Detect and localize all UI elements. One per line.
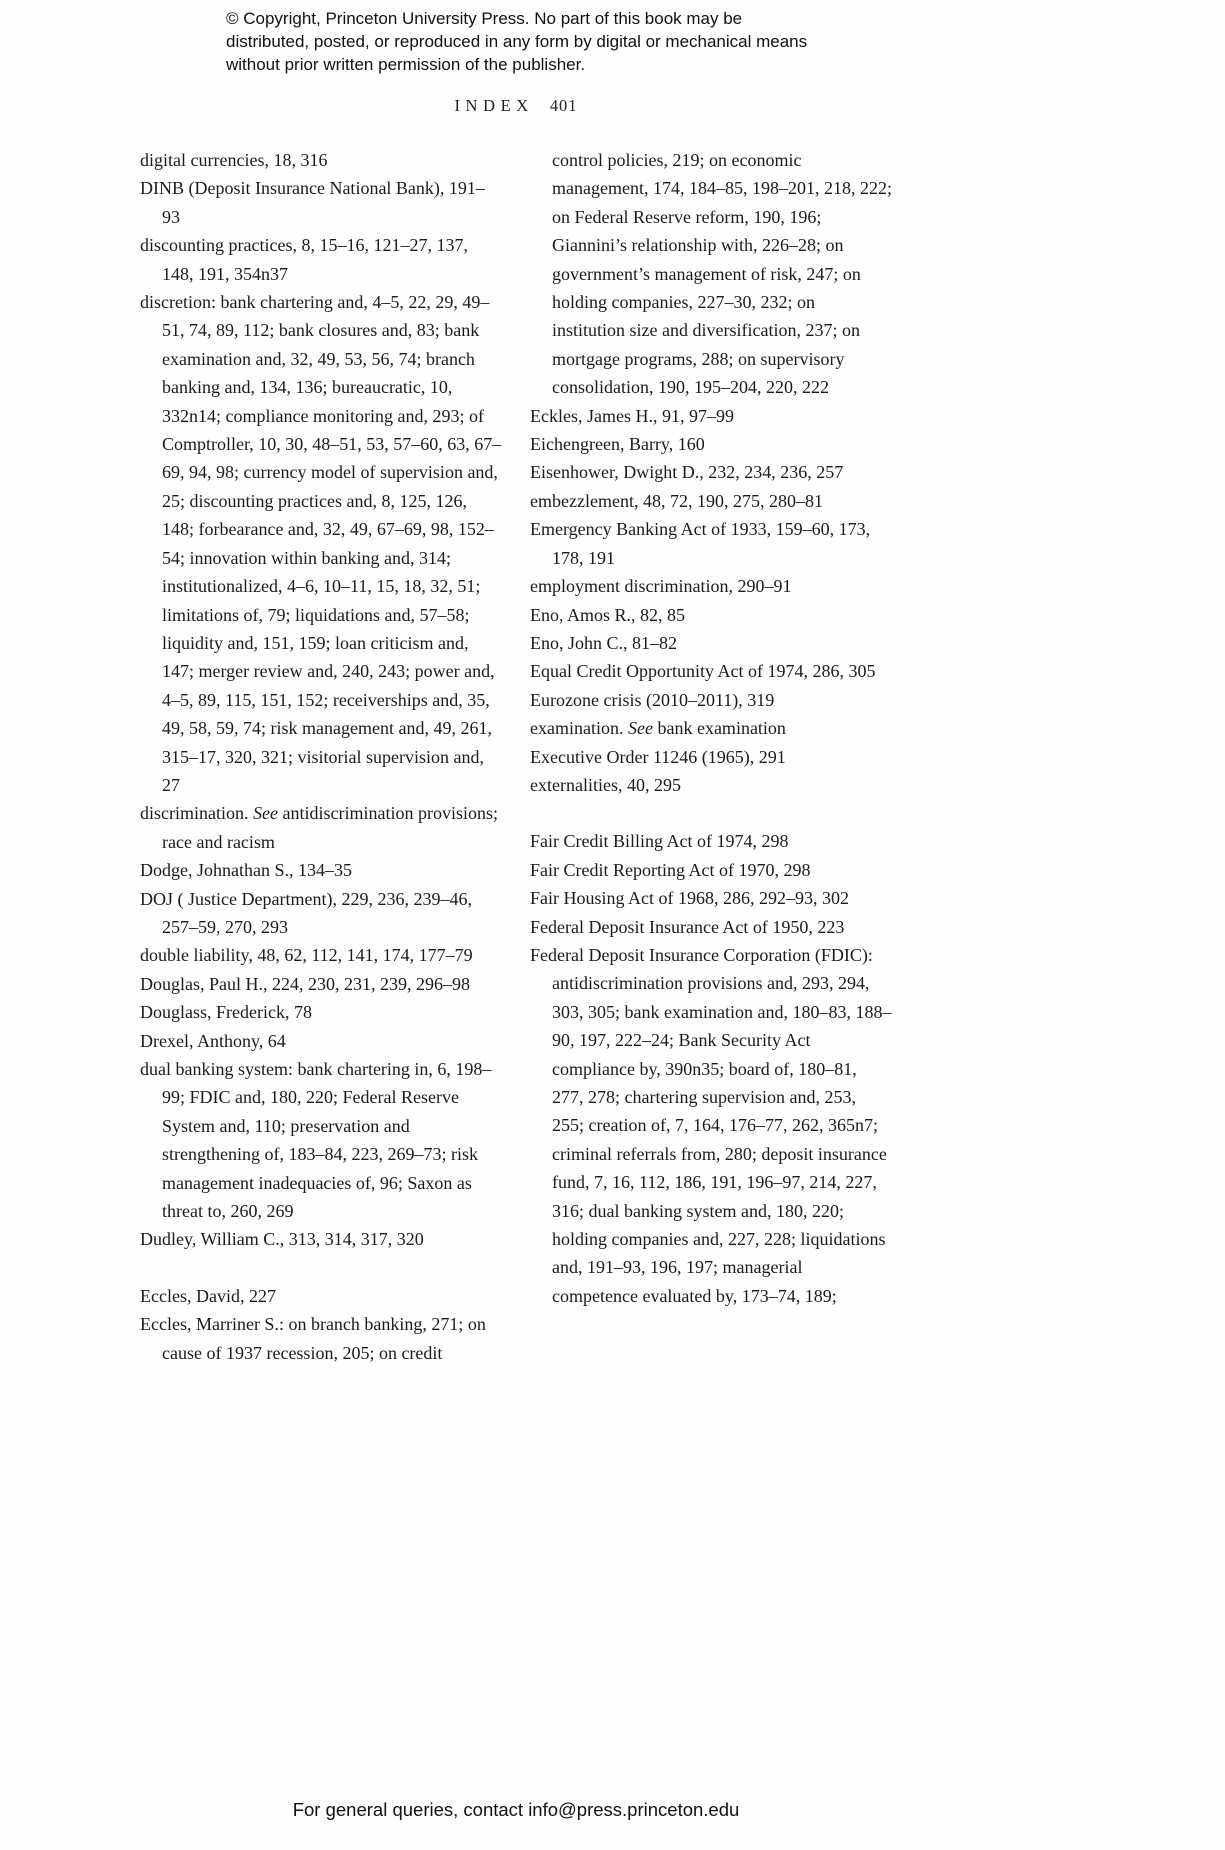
index-entry: digital currencies, 18, 316 (140, 150, 328, 170)
index-entry: Fair Credit Billing Act of 1974, 298 (530, 831, 789, 852)
index-entry: Federal Deposit Insurance Corporation (FDIC): antidiscrimination provisions and, 293, 294, 303, 305; bank examination and, 180–83, 188–90, 197, 222–24; Bank Security Act compliance by, 390n35; board of, 180–81, 277, 278; chartering supervision and, 253, 255; creation of, 7, 164, 176–77, 262, 365n7; criminal referrals from, 280; deposit insurance fund, 7, 16, 112, 186, 191, 196–97, 214, 227, 316; dual banking system and, 180, 220; holding companies and, 227, 228; liquidations and, 191–93, 196, 197; managerial competence evaluated by, 173–74, 189; (530, 944, 892, 1306)
left-column (140, 146, 502, 1367)
index-entry: DINB (Deposit Insurance National Bank), 191–93 (140, 178, 485, 227)
index-entry: Eisenhower, Dwight D., 232, 234, 236, 257 (530, 462, 844, 483)
index-header (140, 96, 892, 116)
index-entry: Douglass, Frederick, 78 (140, 1002, 312, 1023)
index-entry: Eno, Amos R., 82, 85 (530, 604, 686, 625)
index-entry: Eccles, Marriner S.: on branch banking, 271; on cause of 1937 recession, 205; on credit (140, 1314, 486, 1363)
index-entry: Dudley, William C., 313, 314, 317, 320 (140, 1229, 424, 1250)
entry-gap (140, 1254, 502, 1282)
index-entry: Dodge, Johnathan S., 134–35 (140, 860, 352, 881)
index-entry: Fair Housing Act of 1968, 286, 292–93, 302 (530, 888, 849, 909)
index-entry: discrimination. See antidiscrimination provisions; race and racism (140, 803, 498, 852)
index-entry: Fair Credit Reporting Act of 1970, 298 (530, 859, 811, 880)
index-entry: DOJ ( Justice Department), 229, 236, 239–46, 257–59, 270, 293 (140, 888, 472, 937)
index-entry: externalities, 40, 295 (530, 774, 681, 795)
copyright-notice: © Copyright, Princeton University Press. No part of this book may be distributed, posted, or reproduced in any form by digital or mechanical means without prior written permission of the publisher. (226, 9, 808, 74)
index-title: INDEX (454, 96, 534, 115)
page-number: 401 (549, 96, 578, 115)
index-entry: Emergency Banking Act of 1933, 159–60, 173, 178, 191 (530, 519, 871, 568)
index-entry: Douglas, Paul H., 224, 230, 231, 239, 296–98 (140, 973, 470, 994)
index-entry: dual banking system: bank chartering in, 6, 198–99; FDIC and, 180, 220; Federal Reserve System and, 110; preservation and strengthening of, 183–84, 223, 269–73; risk management inadequacies of, 96; Saxon as threat to, 260, 269 (140, 1059, 492, 1222)
index-entry: Executive Order 11246 (1965), 291 (530, 746, 786, 767)
index-entry: Eccles, David, 227 (140, 1285, 276, 1306)
index-entry: examination. See bank examination (530, 718, 786, 739)
index-entry: Eckles, James H., 91, 97–99 (530, 405, 734, 426)
index-entry: Eno, John C., 81–82 (530, 632, 678, 653)
index-entry: Drexel, Anthony, 64 (140, 1030, 286, 1051)
index-entry: discretion: bank chartering and, 4–5, 22, 29, 49–51, 74, 89, 112; bank closures and, 83; bank examination and, 32, 49, 53, 56, 74; branch banking and, 134, 136; bureaucratic, 10, 332n14; compliance monitoring and, 293; of Comptroller, 10, 30, 48–51, 53, 57–60, 63, 67–69, 94, 98; currency model of supervision and, 25; discounting practices and, 8, 125, 126, 148; forbearance and, 32, 49, 67–69, 98, 152–54; innovation within banking and, 314; institutionalized, 4–6, 10–11, 15, 18, 32, 51; limitations of, 79; liquidations and, 57–58; liquidity and, 151, 159; loan criticism and, 147; merger review and, 240, 243; power and, 4–5, 89, 115, 151, 152; receiverships and, 35, 49, 58, 59, 74; risk management and, 49, 261, 315–17, 320, 321; visitorial supervision and, 27 (140, 292, 502, 795)
index-entry: discounting practices, 8, 15–16, 121–27, 137, 148, 191, 354n37 (140, 235, 468, 284)
index-entry: employment discrimination, 290–91 (530, 576, 792, 597)
index-entry: Equal Credit Opportunity Act of 1974, 286, 305 (530, 661, 876, 682)
index-entry: control policies, 219; on economic management, 174, 184–85, 198–201, 218, 222; on Federal Reserve reform, 190, 196; Giannini’s relationship with, 226–28; on government’s management of risk, 247; on holding companies, 227–30, 232; on institution size and diversification, 237; on mortgage programs, 288; on supervisory consolidation, 190, 195–204, 220, 222 (552, 150, 892, 398)
entry-gap (530, 799, 892, 827)
footer-contact: For general queries, contact info@press.princeton.edu (292, 1799, 740, 1820)
index-entry: double liability, 48, 62, 112, 141, 174, 177–79 (140, 945, 473, 966)
index-entry: Eichengreen, Barry, 160 (530, 434, 705, 455)
index-entry: Eurozone crisis (2010–2011), 319 (530, 689, 775, 710)
right-column (530, 146, 892, 1310)
index-entry: embezzlement, 48, 72, 190, 275, 280–81 (530, 490, 823, 511)
index-entry: Federal Deposit Insurance Act of 1950, 223 (530, 916, 845, 937)
index-columns (140, 146, 892, 1367)
